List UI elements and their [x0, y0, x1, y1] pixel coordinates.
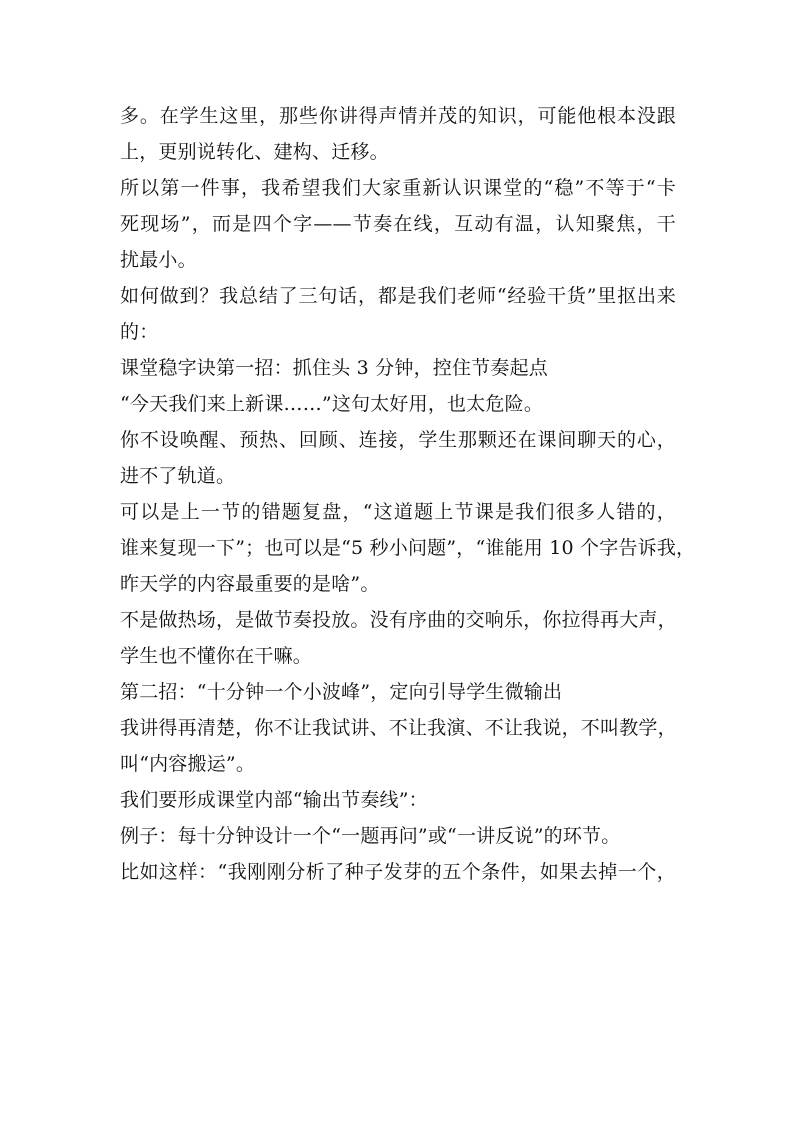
text-line: 上，更别说转化、建构、迁移。 — [120, 141, 389, 163]
text-line: 昨天学的内容最重要的是啥”。 — [120, 573, 380, 595]
text-line: 死现场”，而是四个字——节奏在线，互动有温，认知聚焦，干 — [120, 213, 676, 235]
section-heading: 课堂稳字诀第一招：抓住头 3 分钟，控住节奏起点 — [120, 357, 548, 379]
text-line: 可以是上一节的错题复盘，“这道题上节课是我们很多人错的， — [120, 501, 676, 523]
section-heading: 第二招：“十分钟一个小波峰”，定向引导学生微输出 — [120, 681, 563, 703]
text-line: 如何做到？我总结了三句话，都是我们老师“经验干货”里抠出来 — [120, 285, 676, 307]
text-line: 进不了轨道。 — [120, 465, 236, 487]
text-line: “今天我们来上新课……”这句太好用，也太危险。 — [120, 393, 544, 415]
text-line: 所以第一件事，我希望我们大家重新认识课堂的“稳”不等于“卡 — [120, 177, 676, 199]
text-line: 例子：每十分钟设计一个“一题再问”或“一讲反说”的环节。 — [120, 825, 621, 847]
text-line: 的： — [120, 321, 159, 343]
text-line: 我们要形成课堂内部“输出节奏线”： — [120, 789, 428, 811]
text-line: 我讲得再清楚，你不让我试讲、不让我演、不让我说，不叫教学， — [120, 717, 677, 739]
text-line: 你不设唤醒、预热、回顾、连接，学生那颗还在课间聊天的心， — [120, 429, 676, 451]
text-line: 扰最小。 — [120, 249, 197, 271]
text-line: 学生也不懂你在干嘛。 — [120, 645, 313, 667]
text-line: 不是做热场，是做节奏投放。没有序曲的交响乐，你拉得再大声， — [120, 609, 677, 631]
text-line: 叫“内容搬运”。 — [120, 753, 256, 775]
text-line: 多。在学生这里，那些你讲得声情并茂的知识，可能他根本没跟 — [120, 105, 676, 127]
document-body — [120, 98, 696, 890]
text-line: 谁来复现一下”；也可以是“5 秒小问题”，“谁能用 10 个字告诉我， — [120, 537, 696, 559]
text-line: 比如这样：“我刚刚分析了种子发芽的五个条件，如果去掉一个， — [120, 861, 676, 883]
